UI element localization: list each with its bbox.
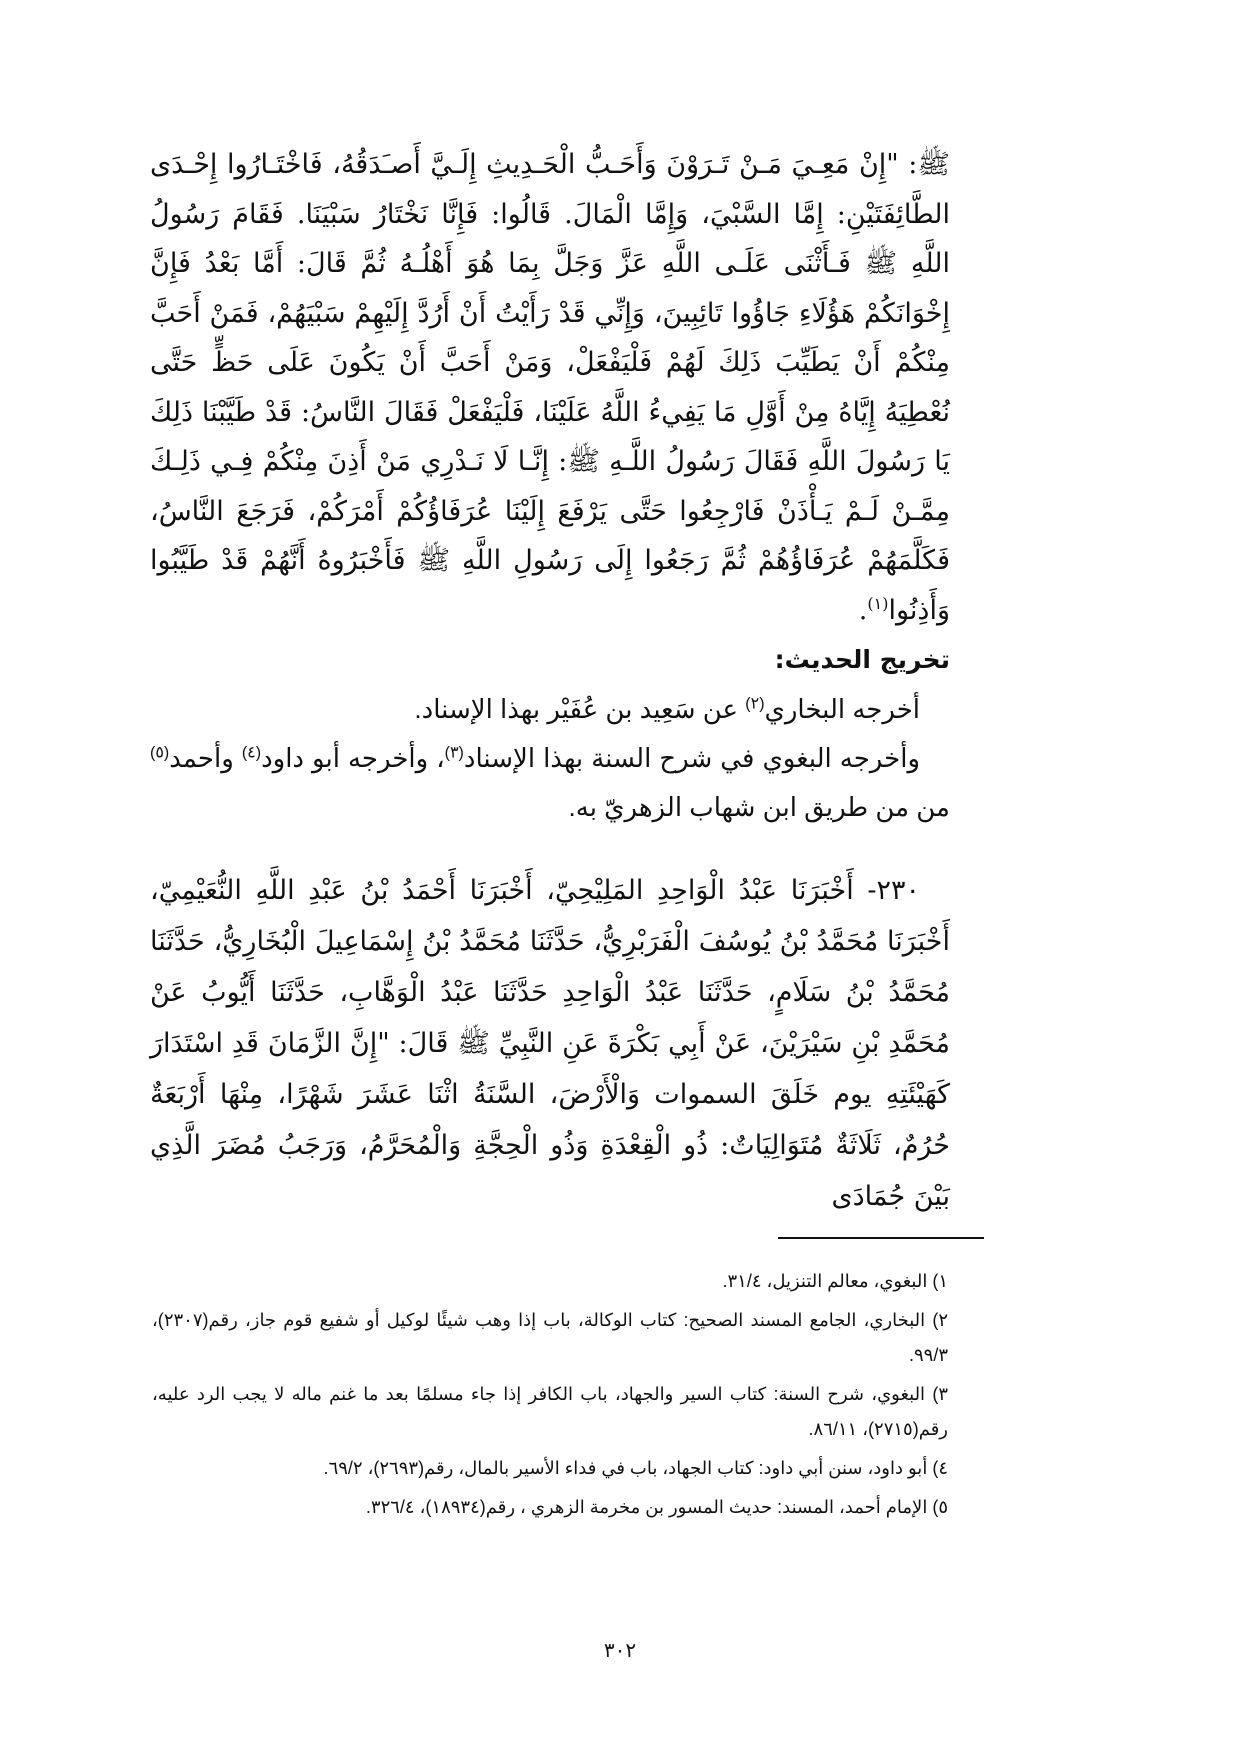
- takhrij-paragraph-1: [150, 685, 950, 734]
- footnote-text: البغوي، معالم التنزيل، ٣١/٤.: [722, 1271, 933, 1291]
- footnote-text: أبو داود، سنن أبي داود: كتاب الجهاد، باب في فداء الأسير بالمال، رقم(٢٦٩٣)، ٦٩/٢.: [323, 1458, 933, 1478]
- takhrij-2-text-d: من من طريق ابن شهاب الزهريّ به.: [568, 791, 950, 822]
- takhrij-paragraph-2: [150, 734, 950, 832]
- section-heading-takhrij: تخريج الحديث:: [774, 645, 950, 674]
- footnote-1: [152, 1264, 948, 1299]
- footnote-number: ٢): [932, 1310, 948, 1330]
- footnote-number: ٥): [932, 1497, 948, 1517]
- hadith-text: ﷺ: "إِنْ مَعِـيَ مَـنْ تَـرَوْنَ وَأَحَـبُّ الْحَـدِيثِ إِلَـيَّ أَصـَدَقُهُ، فَاخْتَـارُوا إِحْـدَى الطَّائِفَتَيْنِ: إِمَّا السَّبْيَ، وَإِمَّا الْمَالَ. قَالُوا: فَإِنَّا نَخْتَارُ سَبْيَنَا. فَقَامَ رَسُولُ اللَّهِ ﷺ فَـأَثْنَى عَلَـى اللَّهِ عَزَّ وَجَلَّ بِمَا هُوَ أَهْلُـهُ ثُمَّ قَالَ: أَمَّا بَعْدُ فَإِنَّ إِخْوَانَكُمْ هَؤُلَاءِ جَاؤُوا تَائِبِينَ، وَإِنِّي قَدْ رَأَيْتُ أَنْ أَرُدَّ إِلَيْهِمْ سَبْيَهُمْ، فَمَنْ أَحَبَّ مِنْكُمْ أَنْ يَطَيِّبَ ذَلِكَ لَهُمْ فَلْيَفْعَلْ، وَمَنْ أَحَبَّ أَنْ يَكُونَ عَلَى حَظٍّ حَتَّى نُعْطِيَهُ إِيَّاهُ مِنْ أَوَّلِ مَا يَفِيءُ اللَّهُ عَلَيْنَا، فَلْيَفْعَلْ فَقَالَ النَّاسُ: قَدْ طَيَّبْنَا ذَلِكَ يَا رَسُولَ اللَّهِ فَقَالَ رَسُولُ اللَّـهِ ﷺ: إِنَّـا لَا نَـدْرِي مَنْ أَذِنَ مِنْكُمْ فِـي ذَلِـكَ مِمَّـنْ لَـمْ يَـأْذَنْ فَارْجِعُوا حَتَّى يَرْفَعَ إِلَيْنَا عُرَفَاؤُكُمْ أَمْرَكُمْ، فَرَجَعَ النَّاسُ، فَكَلَّمَهُمْ عُرَفَاؤُهُمْ ثُمَّ رَجَعُوا إِلَى رَسُولِ اللَّهِ ﷺ فَأَخْبَرُوهُ أَنَّهُمْ قَدْ طَيَّبُوا وَأَذِنُوا: [150, 149, 950, 626]
- footnote-ref-1[interactable]: (١): [867, 593, 889, 613]
- hadith-end-punct: .: [858, 594, 868, 626]
- footnote-5: [152, 1490, 948, 1525]
- footnote-ref-2[interactable]: (٢): [745, 694, 765, 712]
- footnote-text: الإمام أحمد، المسند: حديث المسور بن مخرمة الزهري ، رقم(١٨٩٣٤)، ٣٢٦/٤.: [365, 1497, 933, 1517]
- footnote-2: [152, 1303, 948, 1373]
- page-number: ٣٠٢: [603, 1640, 637, 1662]
- footnote-4: [152, 1451, 948, 1486]
- hadith-230-paragraph: ٢٣٠- أَخْبَرَنَا عَبْدُ الْوَاحِدِ المَلِيْحِيّ، أَخْبَرَنَا أَحْمَدُ بْنُ عَبْدِ اللَّهِ النُّعَيْمِيّ، أَخْبَرَنَا مُحَمَّدُ بْنُ يُوسُفَ الْفَرَبْرِيُّ، حَدَّثَنَا مُحَمَّدُ بْنُ إِسْمَاعِيلَ الْبُخَارِيُّ، حَدَّثَنَا مُحَمَّدُ بْنُ سَلَامٍ، حَدَّثَنَا عَبْدُ الْوَاحِدِ حَدَّثَنَا عَبْدُ الْوَهَّابِ، حَدَّثَنَا أَيُّوبُ عَنْ مُحَمَّدِ بْنِ سَيْرَيْنَ، عَنْ أَبِي بَكْرَةَ عَنِ النَّبِيِّ ﷺ قَالَ: "إِنَّ الزَّمَانَ قَدِ اسْتَدَارَ كَهَيْئَتِهِ يوم خَلَقَ السموات وَالْأَرْضَ، السَّنَةُ اثْنَا عَشَرَ شَهْرًا، مِنْهَا أَرْبَعَةٌ حُرُمٌ، ثَلَاثَةٌ مُتَوَالِيَاتٌ: ذُو الْقِعْدَةِ وَذُو الْحِجَّةِ وَالْمُحَرَّمُ، وَرَجَبُ مُضَرَ الَّذِي بَيْنَ جُمَادَى: [150, 874, 950, 1212]
- footnote-ref-5[interactable]: (٥): [150, 743, 170, 761]
- takhrij-2-text-b: ، وأخرجه أبو داود: [261, 742, 445, 773]
- footnote-number: ١): [932, 1271, 948, 1291]
- footnote-number: ٤): [932, 1458, 948, 1478]
- footnote-ref-3[interactable]: (٣): [444, 743, 464, 761]
- footnote-3: [152, 1377, 948, 1447]
- footnote-number: ٣): [932, 1384, 948, 1404]
- hadith-paragraph: [150, 140, 950, 635]
- footnote-ref-4[interactable]: (٤): [241, 743, 262, 761]
- footnote-text: البخاري، الجامع المسند الصحيح: كتاب الوكالة، باب إذا وهب شيئًا لوكيل أو شفيع قوم جاز، رقم(٢٣٠٧)، ٩٩/٣.: [152, 1310, 948, 1365]
- footnote-separator: [778, 1237, 984, 1239]
- takhrij-1-text-a: أخرجه البخاري: [764, 693, 920, 724]
- takhrij-1-text-b: عن سَعِيد بن عُفَيْر بهذا الإسناد.: [414, 693, 746, 724]
- takhrij-2-text-c: وأحمد: [169, 742, 242, 773]
- takhrij-2-text-a: وأخرجه البغوي في شرح السنة بهذا الإسناد: [463, 742, 920, 773]
- footnote-text: البغوي، شرح السنة: كتاب السير والجهاد، باب الكافر إذا جاء مسلمًا بعد ما غنم ماله لا يجب الرد عليه، رقم(٢٧١٥)، ٨٦/١١.: [152, 1384, 948, 1439]
- main-text-block: [150, 140, 950, 1222]
- footnotes-block: [152, 1264, 948, 1529]
